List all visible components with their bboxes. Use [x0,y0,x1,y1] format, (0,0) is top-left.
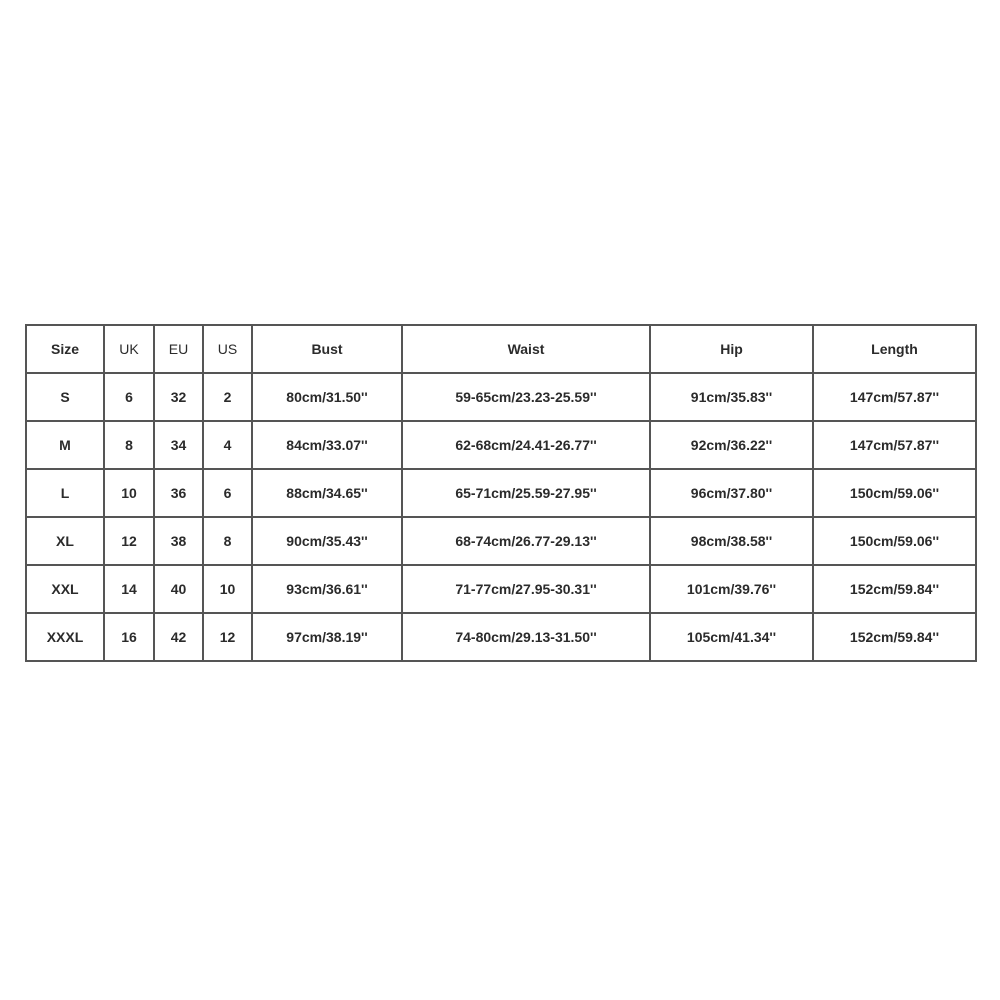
cell-size: M [26,421,104,469]
cell-hip: 98cm/38.58'' [650,517,813,565]
cell-waist: 68-74cm/26.77-29.13'' [402,517,650,565]
table-row [26,373,976,421]
cell-size: L [26,469,104,517]
cell-hip: 91cm/35.83'' [650,373,813,421]
cell-length: 150cm/59.06'' [813,517,976,565]
cell-uk: 8 [104,421,154,469]
header-uk: UK [104,325,154,373]
cell-hip: 101cm/39.76'' [650,565,813,613]
cell-bust: 90cm/35.43'' [252,517,402,565]
cell-us: 6 [203,469,252,517]
header-length: Length [813,325,976,373]
cell-waist: 74-80cm/29.13-31.50'' [402,613,650,661]
cell-length: 147cm/57.87'' [813,373,976,421]
header-row [26,325,976,373]
cell-bust: 84cm/33.07'' [252,421,402,469]
header-us: US [203,325,252,373]
cell-hip: 96cm/37.80'' [650,469,813,517]
size-chart-table [25,324,977,662]
cell-size: XXL [26,565,104,613]
cell-bust: 93cm/36.61'' [252,565,402,613]
cell-us: 12 [203,613,252,661]
cell-eu: 36 [154,469,203,517]
cell-uk: 12 [104,517,154,565]
cell-us: 8 [203,517,252,565]
cell-bust: 97cm/38.19'' [252,613,402,661]
cell-length: 152cm/59.84'' [813,565,976,613]
cell-size: S [26,373,104,421]
cell-bust: 88cm/34.65'' [252,469,402,517]
cell-waist: 59-65cm/23.23-25.59'' [402,373,650,421]
cell-waist: 62-68cm/24.41-26.77'' [402,421,650,469]
cell-hip: 92cm/36.22'' [650,421,813,469]
cell-hip: 105cm/41.34'' [650,613,813,661]
table-row [26,517,976,565]
cell-us: 2 [203,373,252,421]
table-row [26,469,976,517]
cell-us: 10 [203,565,252,613]
cell-waist: 71-77cm/27.95-30.31'' [402,565,650,613]
header-hip: Hip [650,325,813,373]
cell-eu: 40 [154,565,203,613]
cell-uk: 10 [104,469,154,517]
table-row [26,613,976,661]
cell-length: 152cm/59.84'' [813,613,976,661]
cell-us: 4 [203,421,252,469]
cell-eu: 42 [154,613,203,661]
table-row [26,421,976,469]
header-bust: Bust [252,325,402,373]
header-size: Size [26,325,104,373]
cell-eu: 34 [154,421,203,469]
header-waist: Waist [402,325,650,373]
cell-eu: 32 [154,373,203,421]
cell-uk: 6 [104,373,154,421]
cell-size: XXXL [26,613,104,661]
cell-eu: 38 [154,517,203,565]
cell-length: 147cm/57.87'' [813,421,976,469]
cell-size: XL [26,517,104,565]
cell-waist: 65-71cm/25.59-27.95'' [402,469,650,517]
cell-uk: 16 [104,613,154,661]
cell-uk: 14 [104,565,154,613]
header-eu: EU [154,325,203,373]
table-row [26,565,976,613]
cell-bust: 80cm/31.50'' [252,373,402,421]
cell-length: 150cm/59.06'' [813,469,976,517]
